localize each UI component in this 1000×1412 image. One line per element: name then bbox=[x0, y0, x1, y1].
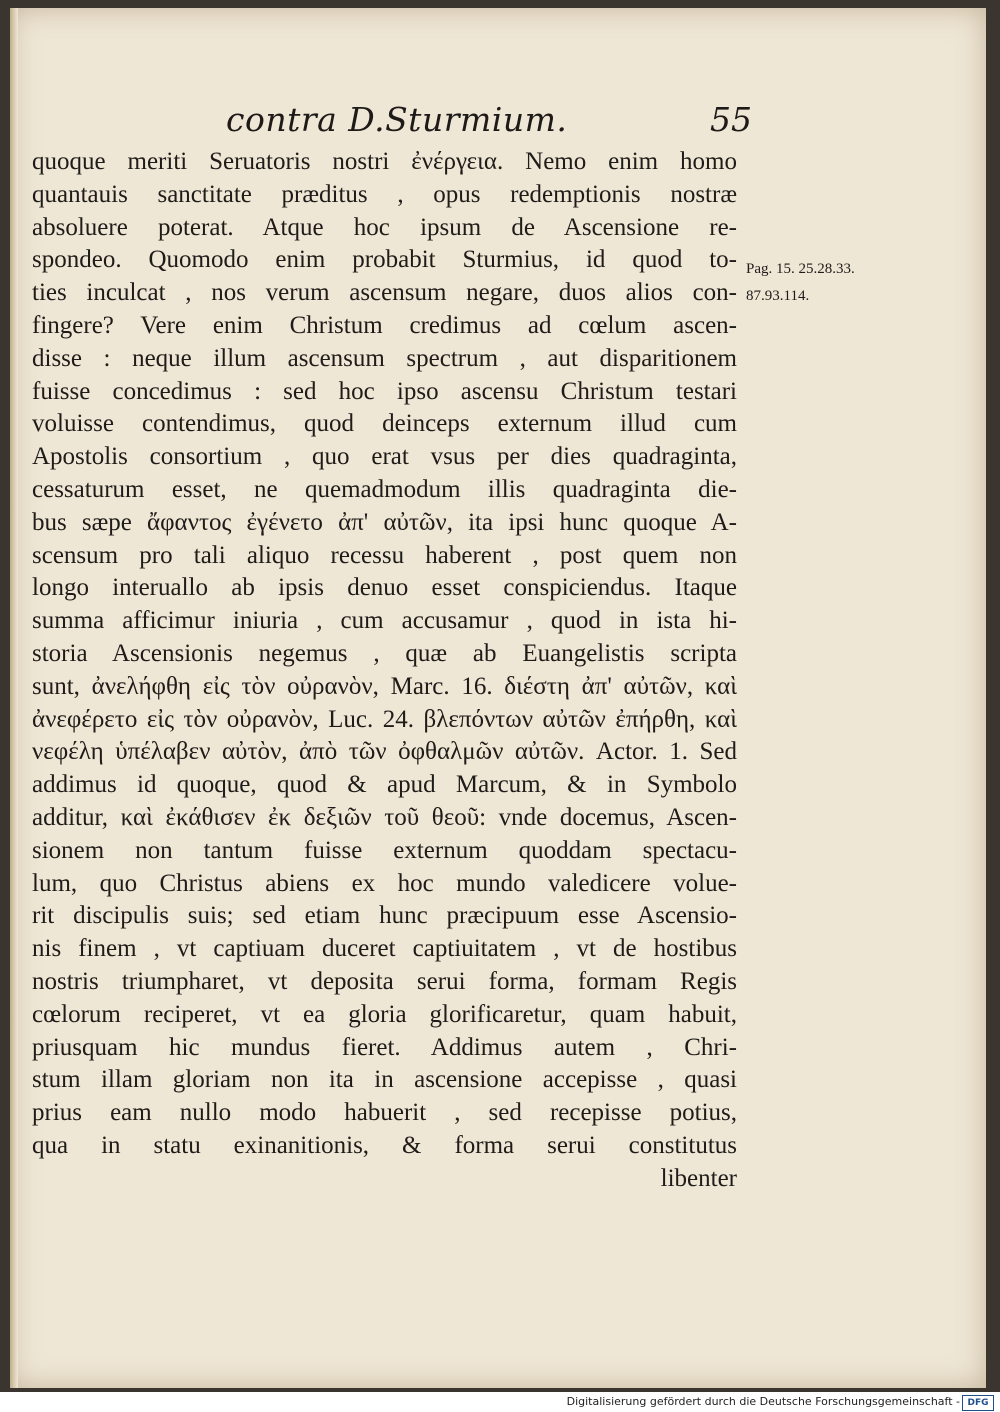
text-line: stum illam gloriam non ita in ascensione accepisse , quasi bbox=[32, 1066, 737, 1094]
text-line: ἀνεφέρετο εἰς τὸν οὐρανὸν, Luc. 24. βλεπόντων αὐτῶν ἐπήρθη, καὶ bbox=[32, 705, 737, 733]
text-line: sunt, ἀνελήφθη εἰς τὸν οὐρανὸν, Marc. 16. διέστη ἀπ' αὐτῶν, καὶ bbox=[32, 672, 737, 700]
text-line: fuisse concedimus : sed hoc ipso ascensu Christum testari bbox=[32, 377, 737, 405]
body-text bbox=[32, 146, 737, 1196]
running-title: contra D.Sturmium. bbox=[226, 100, 568, 139]
text-line: lum, quo Christus abiens ex hoc mundo valedicere volue- bbox=[32, 869, 737, 897]
page-edge bbox=[10, 8, 18, 1388]
text-line: nis finem , vt captiuam duceret captiuitatem , vt de hostibus bbox=[32, 935, 737, 963]
funding-credit: Digitalisierung gefördert durch die Deutsche Forschungsgemeinschaft - bbox=[566, 1395, 960, 1408]
text-line: qua in statu exinanitionis, & forma serui constitutus bbox=[32, 1131, 737, 1159]
text-line: addimus id quoque, quod & apud Marcum, & in Symbolo bbox=[32, 771, 737, 799]
footer bbox=[0, 1394, 1000, 1412]
text-line: spondeo. Quomodo enim probabit Sturmius, id quod to- bbox=[32, 246, 737, 274]
text-line: cœlorum reciperet, vt ea gloria glorificaretur, quam habuit, bbox=[32, 1000, 737, 1028]
text-line: additur, καὶ ἐκάθισεν ἐκ δεξιῶν τοῦ θεοῦ: vnde docemus, Ascen- bbox=[32, 803, 737, 831]
text-line: νεφέλη ὑπέλαβεν αὐτὸν, ἀπὸ τῶν ὀφθαλμῶν αὐτῶν. Actor. 1. Sed bbox=[32, 738, 737, 766]
text-line: fingere? Vere enim Christum credimus ad cœlum ascen- bbox=[32, 311, 737, 339]
text-line: quoque meriti Seruatoris nostri ἐνέργεια. Nemo enim homo bbox=[32, 148, 737, 175]
text-line: cessaturum esset, ne quemadmodum illis quadraginta die- bbox=[32, 475, 737, 503]
text-line: Apostolis consortium , quo erat vsus per dies quadraginta, bbox=[32, 443, 737, 471]
text-line: storia Ascensionis negemus , quæ ab Euangelistis scripta bbox=[32, 639, 737, 667]
page-number: 55 bbox=[710, 100, 752, 139]
marginal-note-line: 87.93.114. bbox=[746, 288, 810, 304]
text-line: ties inculcat , nos verum ascensum negare, duos alios con- bbox=[32, 279, 737, 307]
text-line: sionem non tantum fuisse externum quoddam spectacu- bbox=[32, 836, 737, 864]
text-line: summa afficimur iniuria , cum accusamur , quod in ista hi- bbox=[32, 607, 737, 635]
marginal-note-line: Pag. 15. 25.28.33. bbox=[746, 261, 855, 277]
book-page bbox=[10, 8, 986, 1388]
text-line: prius eam nullo modo habuerit , sed recepisse potius, bbox=[32, 1099, 737, 1127]
dfg-logo: DFG bbox=[962, 1395, 994, 1411]
text-line: voluisse contendimus, quod deinceps externum illud cum bbox=[32, 410, 737, 438]
text-line: longo interuallo ab ipsis denuo esset conspiciendus. Itaque bbox=[32, 574, 737, 602]
text-line: bus sæpe ἄφαντος ἐγένετο ἀπ' αὐτῶν, ita ipsi hunc quoque A- bbox=[32, 508, 737, 536]
text-line: absoluere poterat. Atque hoc ipsum de Ascensione re- bbox=[32, 213, 737, 241]
text-line: nostris triumpharet, vt deposita serui forma, formam Regis bbox=[32, 967, 737, 995]
text-line: scensum pro tali aliquo recessu haberent , post quem non bbox=[32, 541, 737, 569]
text-line: priusquam hic mundus fieret. Addimus autem , Chri- bbox=[32, 1033, 737, 1061]
marginal-note bbox=[746, 256, 855, 310]
catchword: libenter bbox=[660, 1164, 737, 1192]
text-line: disse : neque illum ascensum spectrum , aut disparitionem bbox=[32, 344, 737, 372]
text-line: quantauis sanctitate præditus , opus redemptionis nostræ bbox=[32, 180, 737, 208]
text-line: rit discipulis suis; sed etiam hunc præcipuum esse Ascensio- bbox=[32, 902, 737, 930]
